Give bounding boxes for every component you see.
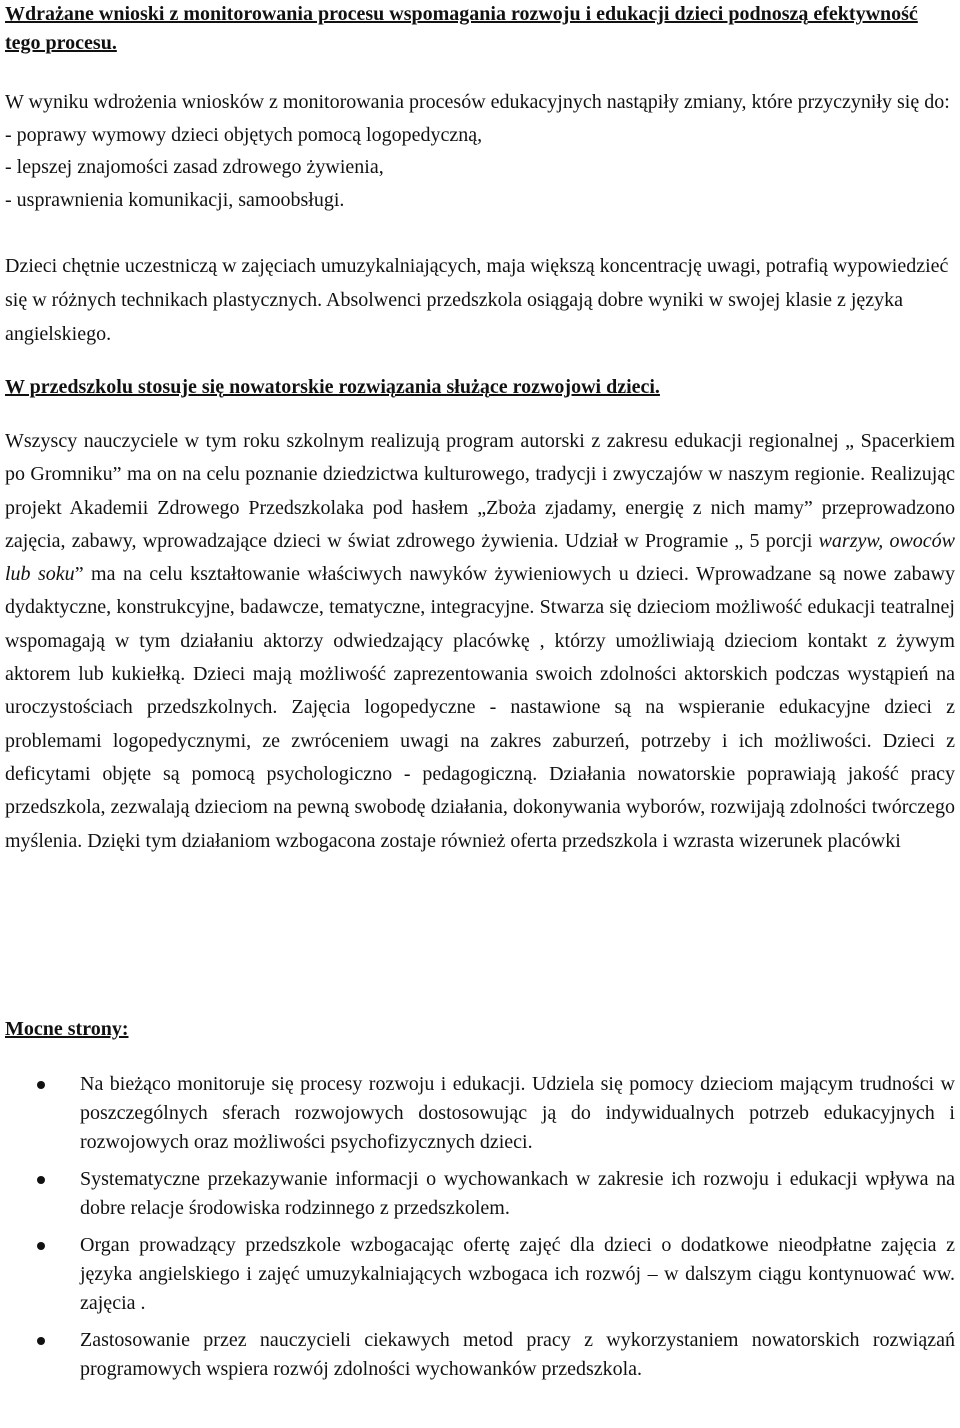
section-heading-mocne-strony: Mocne strony: [5,1018,129,1040]
main-paragraph-italic: warzyw, owoców lub soku [5,529,955,586]
section-heading-wnioski: Wdrażane wnioski z monitorowania procesu wspomagania rozwoju i edukacji dzieci podnoszą efektywność tego procesu. [5,3,918,54]
list-item [5,1165,955,1223]
list-item [5,1326,955,1384]
list-item [5,1231,955,1318]
main-paragraph [5,425,955,858]
main-paragraph-part1: Wszyscy nauczyciele w tym roku szkolnym realizują program autorski z zakresu edukacji regionalnej „ Spacerkiem po Gromniku” ma on na celu poznanie dziedzictwa kulturowego, tradycji i zwyczajów w naszym regionie. Realizując projekt Akademii Zdrowego Przedszkolaka pod hasłem „Zboża zjadamy, energię z nich mamy” przeprowadzono zajęcia, zabawy, wprowadzające dzieci w świat zdrowego żywienia. Udział w Programie „ 5 porcji [5,430,955,552]
intro-line: - poprawy wymowy dzieci objętych pomocą logopedyczną, [5,123,483,146]
intro-line: - usprawnienia komunikacji, samoobsługi. [5,188,345,211]
list-item-text: Na bieżąco monitoruje się procesy rozwoju i edukacji. Udziela się pomocy dzieciom mającym trudności w poszczególnych sferach rozwojowych dostosowując ją do indywidualnych potrzeb edukacyjnych i rozwojowych oraz możliwości psychofizycznych dzieci. [80,1073,955,1153]
intro-line: W wyniku wdrożenia wniosków z monitorowania procesów edukacyjnych nastąpiły zmiany, które przyczyniły się do: [5,91,950,113]
strengths-list [5,1070,955,1392]
intro-line: - lepszej znajomości zasad zdrowego żywienia, [5,156,384,178]
bullet-icon [37,1242,45,1250]
bullet-icon [37,1081,45,1089]
list-item [5,1070,955,1157]
list-item-text: Systematyczne przekazywanie informacji o wychowankach w zakresie ich rozwoju i edukacji wpływa na dobre relacje środowiska rodzinnego z przedszkolem. [80,1168,955,1219]
list-item-text: Organ prowadzący przedszkole wzbogacając ofertę zajęć dla dzieci o dodatkowe nieodpłatne zajęcia z języka angielskiego i zajęć umuzykalniających wzbogaca ich rozwój – w dalszym ciągu kontynuować ww. zajęcia . [80,1234,955,1314]
list-item-text: Zastosowanie przez nauczycieli ciekawych metod pracy z wykorzystaniem nowatorskich rozwiązań programowych wspiera rozwój zdolności wychowanków przedszkola. [80,1329,955,1380]
paragraph-dzieci: Dzieci chętnie uczestniczą w zajęciach umuzykalniających, maja większą koncentrację uwagi, potrafią wypowiedzieć się w różnych technikach plastycznych. Absolwenci przedszkola osiągają dobre wyniki w swojej klasie z języka angielskiego. [5,255,949,345]
intro-block [5,86,955,216]
main-paragraph-part2: ” ma na celu kształtowanie właściwych nawyków żywieniowych u dzieci. Wprowadzane są nowe zabawy dydaktyczne, konstrukcyjne, badawcze, tematyczne, integracyjne. Stwarza się dzieciom możliwość edukacji teatralnej wspomagają w tym działaniu aktorzy odwiedzający placówkę , którzy umożliwiają dzieciom kontakt z żywym aktorem lub kukiełką. Dzieci mają możliwość zaprezentowania swoich zdolności aktorskich podczas wystąpień na uroczystościach przedszkolnych. Zajęcia logopedyczne - nastawione są na wspieranie edukacyjne dzieci z problemami logopedycznymi, ze zwróceniem uwagi na zakres zaburzeń, potrzeby i ich możliwości. Dzieci z deficytami objęte są pomocą psychologiczno - pedagogiczną. Działania nowatorskie poprawiają jakość pracy przedszkola, zezwalają dzieciom na pewną swobodę działania, dokonywania wyborów, rozwijają zdolności twórczego myślenia. Dzięki tym działaniom wzbogacona zostaje również oferta przedszkola i wzrasta wizerunek placówki [5,563,955,852]
bullet-icon [37,1337,45,1345]
bullet-icon [37,1176,45,1184]
section-heading-nowatorskie: W przedszkolu stosuje się nowatorskie rozwiązania służące rozwojowi dzieci. [5,376,660,398]
